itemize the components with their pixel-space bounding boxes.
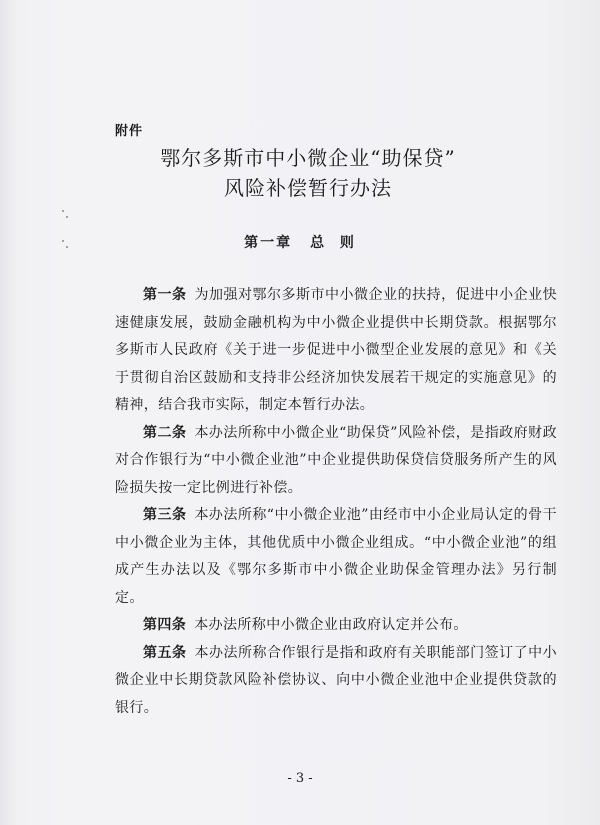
- page-number: - 3 -: [287, 771, 313, 786]
- article-5: [115, 640, 557, 723]
- article-2: [115, 420, 557, 503]
- article-text: 本办法所称中小微企业“助保贷”风险补偿，是指政府财政对合作银行为“中小微企业池”中企业提供助保贷信贷服务所产生的风险损失按一定比例进行补偿。: [115, 424, 558, 496]
- articles-body: [115, 282, 557, 722]
- article-text: 为加强对鄂尔多斯市中小微企业的扶持，促进中小企业快速健康发展，鼓励金融机构为中小微企业提供中长期贷款。根据鄂尔多斯市人民政府《关于进一步促进中小微型企业发展的意见》和《关于贯彻自治区鼓励和支持非公经济加快发展若干规定的实施意见》的精神，结合我市实际，制定本暂行办法。: [115, 287, 558, 413]
- article-3: [115, 502, 557, 612]
- document-title-line-2: 风险补偿暂行办法: [224, 176, 392, 200]
- article-4: [115, 612, 557, 640]
- article-text: 本办法所称中小微企业由政府认定并公布。: [194, 617, 468, 633]
- chapter-heading: [0, 232, 600, 252]
- article-1: [115, 282, 557, 420]
- document-title-line-1: 鄂尔多斯市中小微企业“助保贷”: [160, 146, 456, 170]
- article-number: 第一条: [143, 287, 187, 303]
- chapter-name: 总 则: [310, 235, 356, 251]
- article-text: 本办法所称合作银行是指和政府有关职能部门签订了中小微企业中长期贷款风险补偿协议、向中小微企业池中企业提供贷款的银行。: [115, 644, 558, 716]
- article-number: 第五条: [143, 644, 187, 661]
- article-number: 第三条: [143, 507, 187, 523]
- scan-speck: [66, 216, 68, 218]
- chapter-number: 第一章: [244, 235, 293, 251]
- article-text: 本办法所称“中小微企业池”由经市中小企业局认定的骨干中小微企业为主体，其他优质中小微企业组成。“中小微企业池”的组成产生办法以及《鄂尔多斯市中小微企业助保金管理办法》另行制定。: [115, 507, 558, 606]
- article-number: 第四条: [143, 617, 187, 633]
- scan-speck: [62, 210, 64, 212]
- attachment-label: 附件: [115, 124, 144, 139]
- article-number: 第二条: [143, 424, 187, 441]
